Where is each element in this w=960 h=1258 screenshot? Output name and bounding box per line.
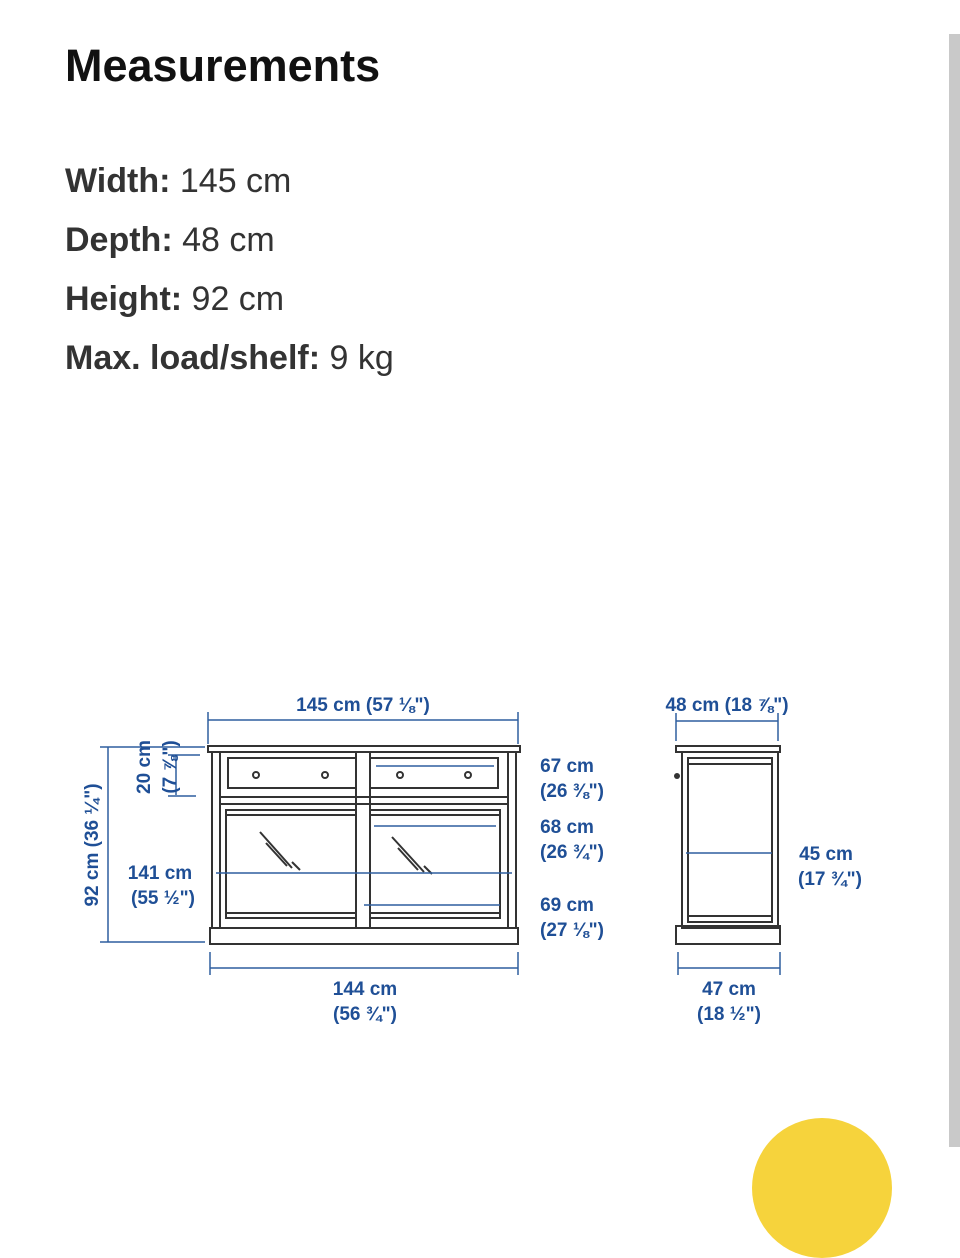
front-drawer-width-cm: 67 cm [540, 756, 594, 777]
scrollbar[interactable] [949, 34, 960, 1147]
spec-label: Height: [65, 280, 183, 318]
floating-action-button[interactable] [752, 1118, 892, 1258]
side-view-drawing [674, 746, 780, 944]
spec-value: 145 cm [179, 162, 292, 200]
side-inner-depth-cm: 45 cm [799, 844, 853, 865]
page-title: Measurements [65, 40, 381, 91]
side-inner-depth-in: (17 ¾") [798, 869, 862, 890]
front-drawer-width-in: (26 ⅜") [540, 781, 604, 802]
front-width-label: 145 cm (57 ⅛") [296, 695, 430, 716]
spec-value: 9 kg [329, 339, 394, 377]
front-door-width-cm: 68 cm [540, 817, 594, 838]
front-drawer-height-cm: 20 cm [134, 740, 155, 794]
front-inner-width-cm: 141 cm [127, 863, 193, 884]
side-base-depth-in: (18 ½") [697, 1004, 761, 1025]
front-inner-width-in: (55 ½") [131, 888, 195, 909]
knob-icon [674, 773, 680, 779]
spec-label: Max. load/shelf: [65, 339, 321, 377]
front-base-width-in: (56 ¾") [333, 1004, 397, 1025]
side-depth-label: 48 cm (18 ⅞") [665, 695, 789, 716]
front-height-label: 92 cm (36 ¼") [82, 783, 103, 907]
side-base-depth-cm: 47 cm [702, 979, 756, 1000]
front-shelf-width-in: (27 ⅛") [540, 920, 604, 941]
front-door-width-in: (26 ¾") [540, 842, 604, 863]
front-drawer-height-in: (7 ⅞") [160, 740, 181, 794]
spec-label: Depth: [65, 221, 173, 259]
front-base-width-cm: 144 cm [332, 979, 398, 1000]
spec-value: 48 cm [182, 221, 275, 259]
spec-value: 92 cm [191, 280, 285, 318]
front-view-drawing [208, 746, 520, 944]
front-shelf-width-cm: 69 cm [540, 895, 594, 916]
spec-label: Width: [65, 162, 171, 200]
